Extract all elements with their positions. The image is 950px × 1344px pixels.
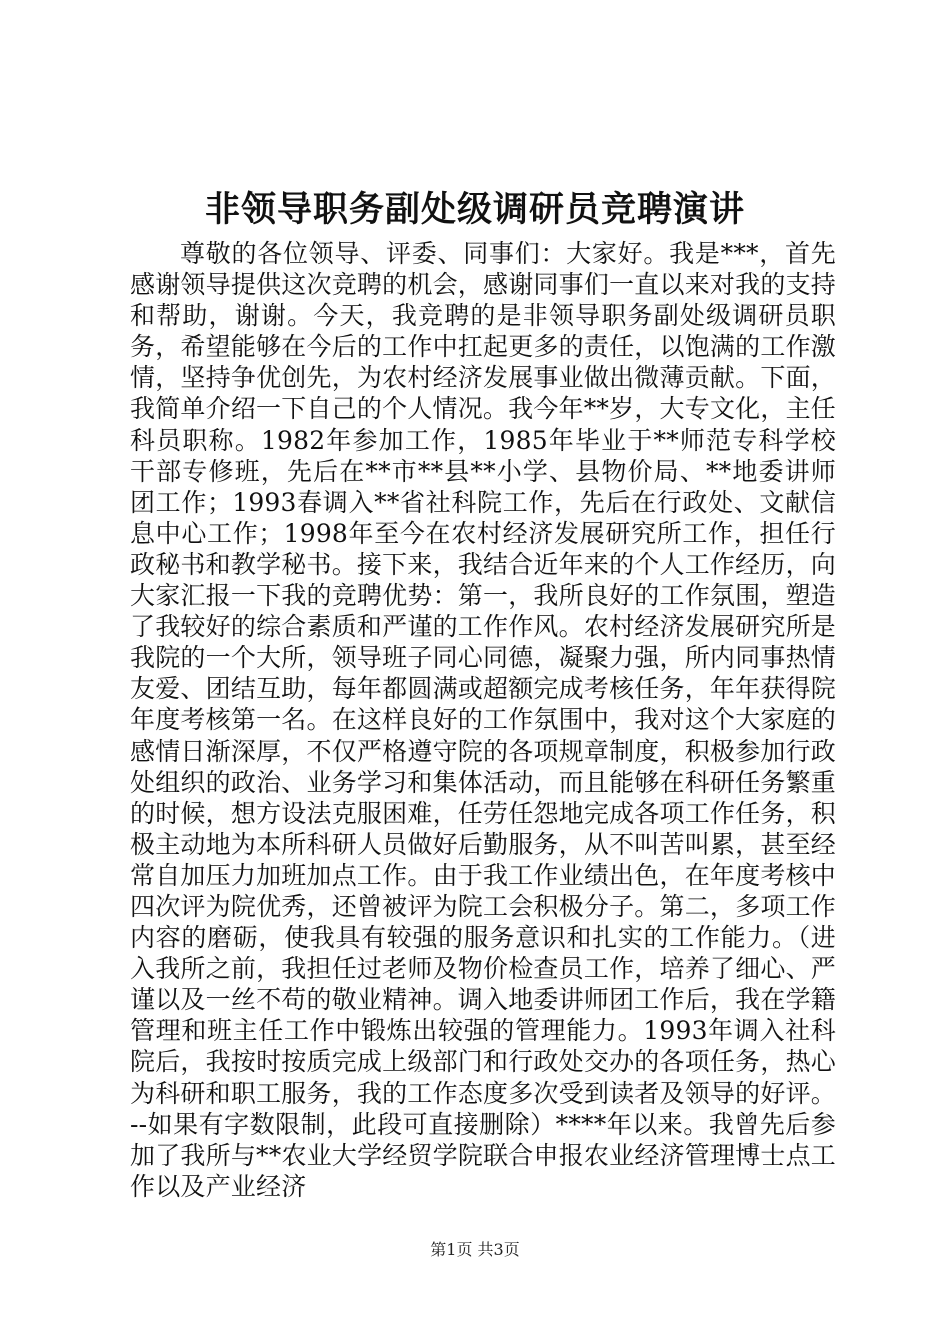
page-footer: 第1页 共3页 [430, 1240, 520, 1259]
document-title: 非领导职务副处级调研员竞聘演讲 [204, 189, 745, 230]
document-body: 尊敬的各位领导、评委、同事们：大家好。我是***，首先感谢领导提供这次竞聘的机会，感谢同事们一直以来对我的支持和帮助，谢谢。今天，我竞聘的是非领导职务副处级调研员职务，希望能够在今后的工作中扛起更多的责任，以饱满的工作激情，坚持争优创先，为农村经济发展事业做出微薄贡献。下面，我简单介绍一下自己的个人情况。我今年**岁，大专文化，主任科员职称。1982年参加工作，1985年毕业于**师范专科学校干部专修班，先后在**市**县**小学、县物价局、**地委讲师团工作；1993春调入**省社科院工作，先后在行政处、文献信息中心工作；1998年至今在农村经济发展研究所工作，担任行政秘书和教学秘书。接下来，我结合近年来的个人工作经历，向大家汇报一下我的竞聘优势：第一，我所良好的工作氛围，塑造了我较好的综合素质和严谨的工作作风。农村经济发展研究所是我院的一个大所，领导班子同心同德，凝聚力强，所内同事热情友爱、团结互助，每年都圆满或超额完成考核任务，年年获得院年度考核第一名。在这样良好的工作氛围中，我对这个大家庭的感情日渐深厚，不仅严格遵守院的各项规章制度，积极参加行政处组织的政治、业务学习和集体活动，而且能够在科研任务繁重的时候，想方设法克服困难，任劳任怨地完成各项工作任务，积极主动地为本所科研人员做好后勤服务，从不叫苦叫累，甚至经常自加压力加班加点工作。由于我工作业绩出色，在年度考核中四次评为院优秀，还曾被评为院工会积极分子。第二，多项工作内容的磨砺，使我具有较强的服务意识和扎实的工作能力。（进入我所之前，我担任过老师及物价检查员工作，培养了细心、严谨以及一丝不苟的敬业精神。调入地委讲师团工作后，我在学籍管理和班主任工作中锻炼出较强的管理能力。1993年调入社科院后，我按时按质完成上级部门和行政处交办的各项任务，热心为科研和职工服务，我的工作态度多次受到读者及领导的好评。--如果有字数限制，此段可直接删除）****年以来。我曾先后参加了我所与**农业大学经贸学院联合申报农业经济管理博士点工作以及产业经济 [130, 239, 836, 1201]
